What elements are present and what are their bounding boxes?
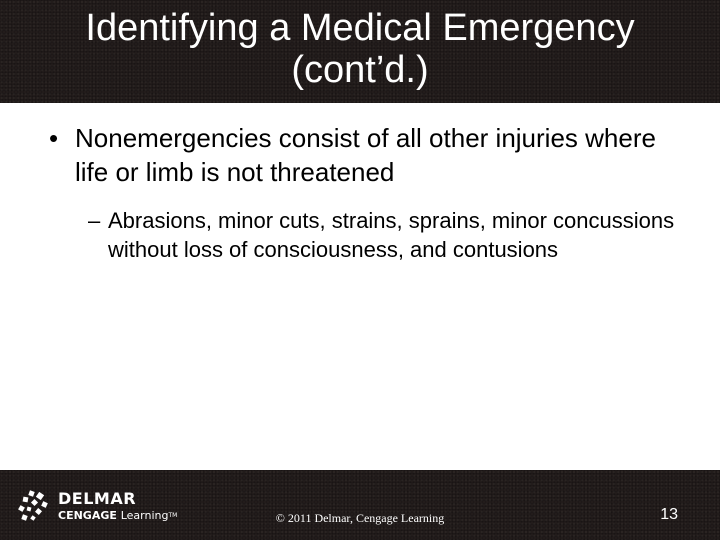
slide-title-line-1: Identifying a Medical Emergency xyxy=(85,7,635,49)
sub-bullet-marker: – xyxy=(88,208,101,233)
logo-cengage-text: CENGAGE xyxy=(58,509,117,522)
sub-bullet-text: Abrasions, minor cuts, strains, sprains, minor concussions without loss of consciousness, and contusions xyxy=(108,208,675,262)
copyright-notice: © 2011 Delmar, Cengage Learning xyxy=(275,511,445,525)
page-number: 13 xyxy=(660,506,678,523)
sub-bullet-item xyxy=(88,206,688,264)
bullet-marker: • xyxy=(49,123,59,153)
logo-trademark: TM xyxy=(168,512,178,519)
bullet-item xyxy=(49,121,689,189)
footer-bar xyxy=(0,470,720,540)
slide-title-line-2: (cont’d.) xyxy=(291,49,429,91)
logo-brand-text: DELMAR xyxy=(58,489,137,508)
bullet-text: Nonemergencies consist of all other injuries where life or limb is not threatened xyxy=(75,123,656,187)
logo-learning-text: Learning xyxy=(120,509,169,522)
